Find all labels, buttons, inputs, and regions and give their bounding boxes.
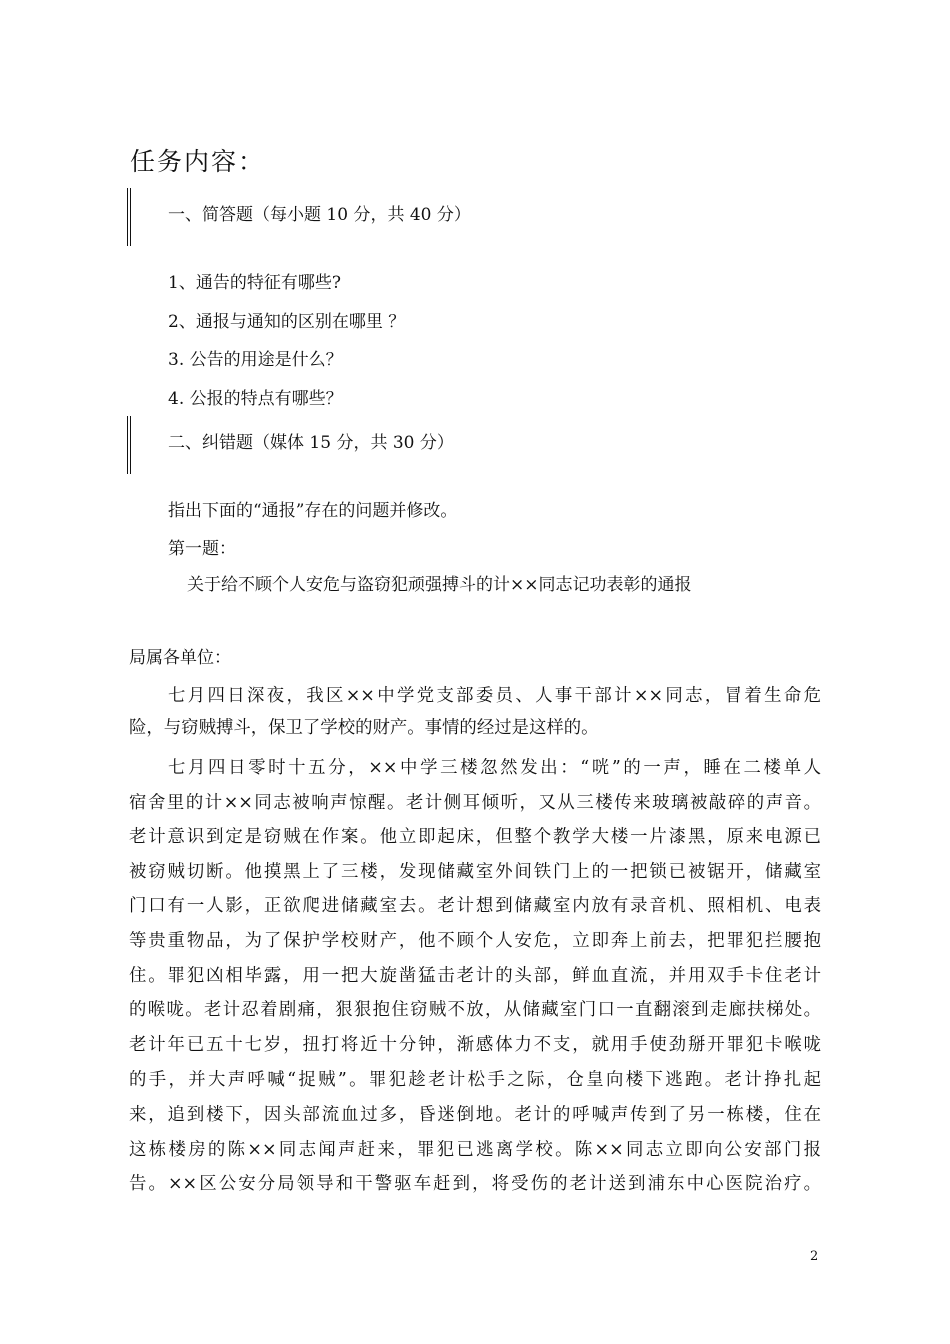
paragraph-line: 险，与窃贼搏斗，保卫了学校的财产。事情的经过是这样的。 [129, 718, 599, 738]
section-heading: 二、纠错题（媒体 15 分，共 30 分） [168, 433, 454, 453]
paragraph-line: 被窃贼切断。他摸黑上了三楼，发现储藏室外间铁门上的一把锁已被锯开，储藏室 [129, 862, 821, 882]
instruction-text: 指出下面的“通报”存在的问题并修改。 [168, 501, 458, 521]
section-short-answer [127, 188, 827, 246]
page-number: 2 [810, 1249, 819, 1264]
question-item: 1、通告的特征有哪些? [168, 273, 341, 293]
paragraph-line: 老计意识到定是窃贼在作案。他立即起床，但整个教学大楼一片漆黑，原来电源已 [129, 827, 821, 847]
paragraph-line: 来，追到楼下，因头部流血过多，昏迷倒地。老计的呼喊声传到了另一栋楼，住在 [129, 1105, 821, 1125]
salutation: 局属各单位： [129, 648, 231, 668]
section-correction [127, 416, 827, 474]
page-title: 任务内容： [130, 147, 266, 176]
paragraph-line: 宿舍里的计××同志被响声惊醒。老计侧耳倾听，又从三楼传来玻璃被敲碎的声音。 [129, 793, 821, 813]
section-marker-bar [127, 188, 131, 246]
paragraph-line: 的手，并大声呼喊“捉贼”。罪犯趁老计松手之际，仓皇向楼下逃跑。老计挣扎起 [129, 1070, 821, 1090]
paragraph-line: 老计年已五十七岁，扭打将近十分钟，渐感体力不支，就用手使劲掰开罪犯卡喉咙 [129, 1035, 821, 1055]
paragraph-line: 门口有一人影，正欲爬进储藏室去。老计想到储藏室内放有录音机、照相机、电表 [129, 896, 821, 916]
paragraph-line: 七月四日深夜，我区××中学党支部委员、人事干部计××同志，冒着生命危 [168, 686, 821, 706]
paragraph-line: 七月四日零时十五分，××中学三楼忽然发出：“咣”的一声，睡在二楼单人 [168, 758, 821, 778]
section-marker-bar [127, 416, 131, 474]
paragraph-line: 这栋楼房的陈××同志闻声赶来，罪犯已逃离学校。陈××同志立即向公安部门报 [129, 1140, 821, 1160]
paragraph-line: 的喉咙。老计忍着剧痛，狠狠抱住窃贼不放，从储藏室门口一直翻滚到走廊扶梯处。 [129, 1000, 821, 1020]
item-label: 第一题： [168, 539, 236, 559]
paragraph-line: 告。××区公安分局领导和干警驱车赶到，将受伤的老计送到浦东中心医院治疗。 [129, 1174, 821, 1194]
document-title: 关于给不顾个人安危与盗窃犯顽强搏斗的计××同志记功表彰的通报 [187, 575, 692, 595]
section-heading: 一、简答题（每小题 10 分，共 40 分） [168, 205, 471, 225]
paragraph-line: 等贵重物品，为了保护学校财产，他不顾个人安危，立即奔上前去，把罪犯拦腰抱 [129, 931, 821, 951]
question-item: 3. 公告的用途是什么？ [168, 350, 343, 370]
question-item: 4. 公报的特点有哪些？ [168, 389, 343, 409]
paragraph-line: 住。罪犯凶相毕露，用一把大旋凿猛击老计的头部，鲜血直流，并用双手卡住老计 [129, 966, 821, 986]
question-item: 2、通报与通知的区别在哪里 ？ [168, 312, 406, 332]
